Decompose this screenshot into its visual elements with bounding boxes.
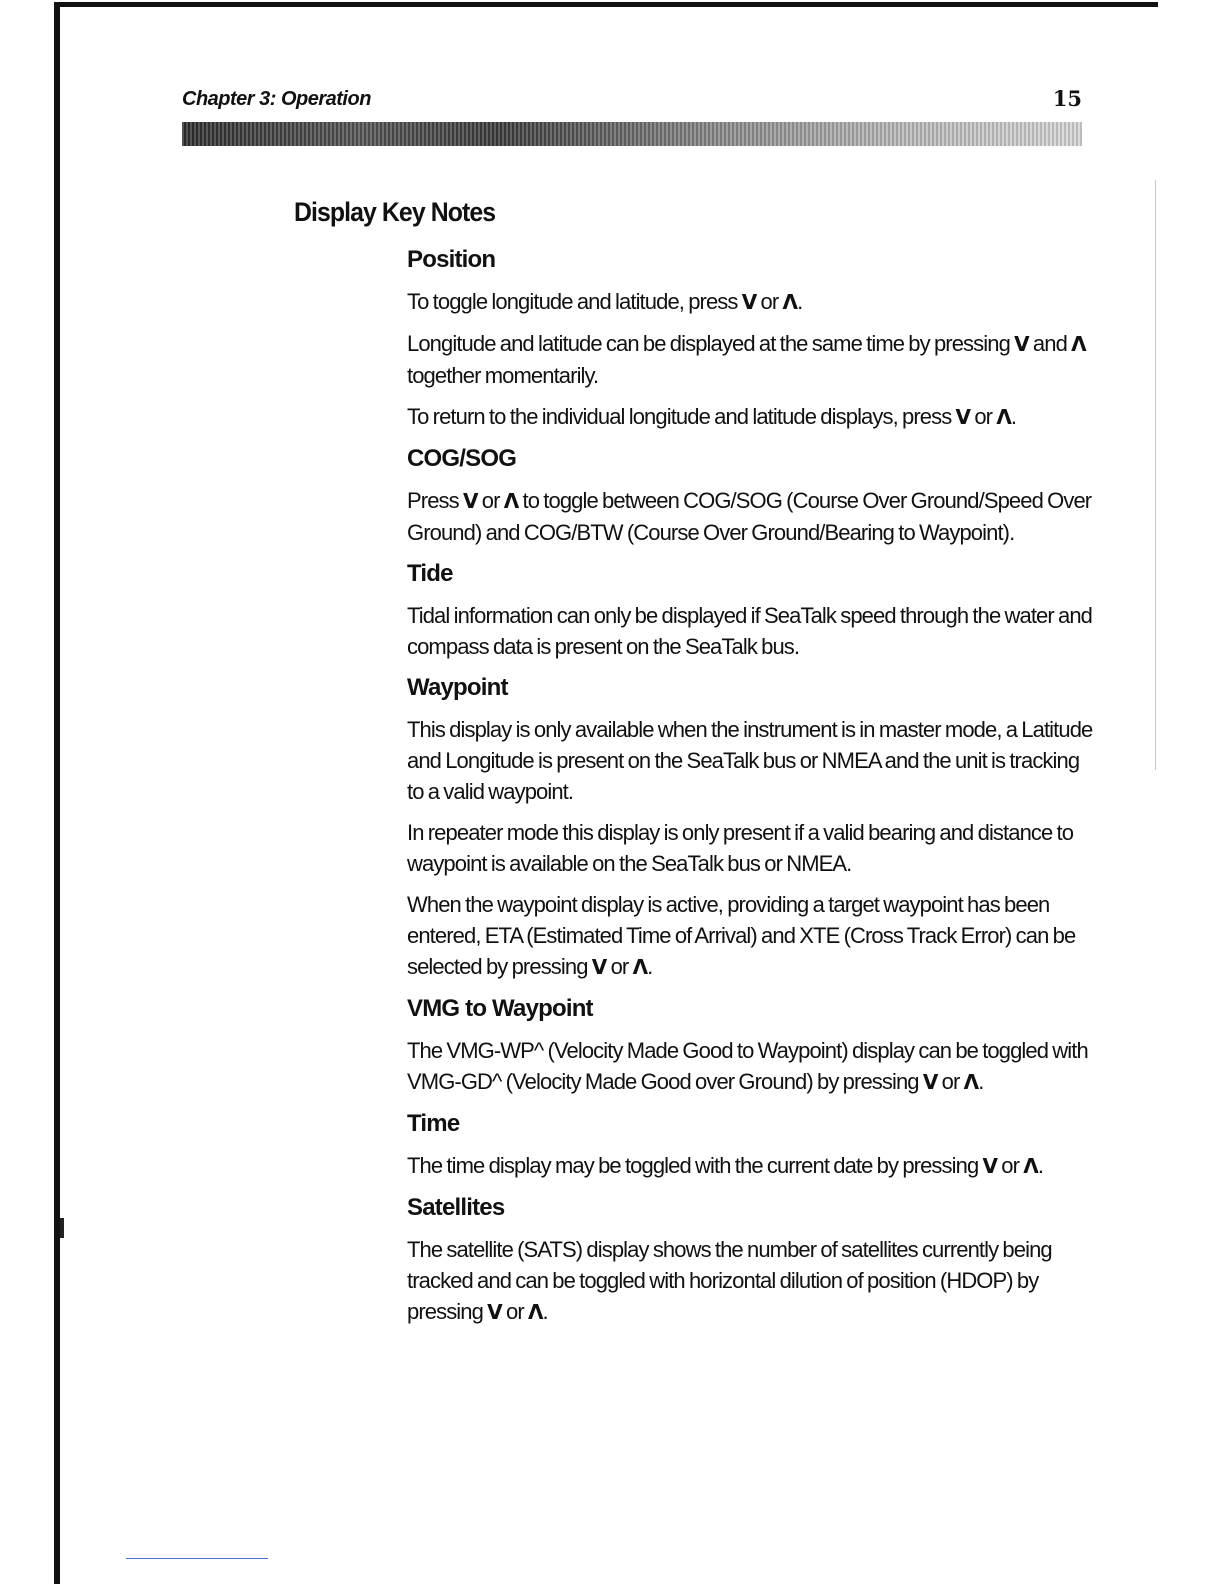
- text-run: or: [606, 954, 633, 979]
- text-run: The time display may be toggled with the current date by pressing: [407, 1153, 983, 1178]
- text-run: and: [1028, 331, 1072, 356]
- paragraph: [407, 401, 1097, 433]
- scan-mark: [60, 1218, 64, 1238]
- text-run: to toggle between COG/SOG (Course Over Ground/Speed Over Ground) and COG/BTW (Course Over Ground/Bearing to Waypoint).: [407, 488, 1092, 545]
- subheading-vmg-to-waypoint: VMG to Waypoint: [407, 995, 593, 1022]
- subheading-position: Position: [407, 246, 496, 273]
- text-run: or: [756, 289, 783, 314]
- up-key-symbol: Λ: [632, 955, 648, 979]
- paragraph: [407, 817, 1097, 879]
- text-run: This display is only available when the instrument is in master mode, a Latitude and Longitude is present on the SeaTalk bus or NMEA and the unit is tracking to a valid waypoint.: [407, 717, 1093, 804]
- subheading-waypoint: Waypoint: [407, 674, 508, 701]
- scan-blue-line: [126, 1558, 268, 1559]
- down-key-symbol: V: [922, 1070, 938, 1094]
- subheading-cog-sog: COG/SOG: [407, 445, 517, 472]
- paragraph: [407, 1035, 1097, 1098]
- text-run: To return to the individual longitude and latitude displays, press: [407, 404, 956, 429]
- text-run: .: [797, 289, 803, 314]
- text-run: .: [1037, 1153, 1044, 1178]
- text-run: .: [647, 954, 653, 979]
- up-key-symbol: Λ: [1071, 332, 1086, 356]
- paragraph: [407, 714, 1097, 807]
- header-band: [182, 122, 1082, 146]
- scan-faint-line: [1155, 180, 1156, 770]
- text-run: Tidal information can only be displayed if SeaTalk speed through the water and compass data is present on the SeaTalk bus.: [407, 603, 1093, 659]
- up-key-symbol: Λ: [1023, 1154, 1038, 1178]
- page-number: 15: [1052, 86, 1082, 111]
- text-run: or: [997, 1153, 1024, 1178]
- paragraph: [407, 1150, 1097, 1182]
- chapter-label: Chapter 3: Operation: [182, 88, 371, 110]
- text-run: .: [1010, 404, 1017, 429]
- text-run: In repeater mode this display is only present if a valid bearing and distance to waypoint is available on the SeaTalk bus or NMEA.: [407, 820, 1074, 876]
- text-run: or: [477, 488, 504, 513]
- up-key-symbol: Λ: [963, 1070, 979, 1094]
- up-key-symbol: Λ: [996, 405, 1011, 429]
- text-run: The satellite (SATS) display shows the number of satellites currently being tracked and can be toggled with horizontal dilution of position (HDOP) by pressing: [407, 1237, 1052, 1324]
- text-run: Longitude and latitude can be displayed at the same time by pressing: [407, 331, 1015, 356]
- scan-border-top: [54, 2, 1158, 7]
- scan-border-left: [54, 2, 60, 1584]
- down-key-symbol: V: [1014, 332, 1029, 356]
- text-run: or: [501, 1299, 528, 1324]
- paragraph: [407, 328, 1097, 391]
- text-run: together momentarily.: [407, 363, 599, 388]
- text-run: .: [542, 1299, 548, 1324]
- up-key-symbol: Λ: [782, 290, 798, 314]
- paragraph: [407, 1234, 1097, 1328]
- subheading-time: Time: [407, 1110, 460, 1137]
- paragraph: [407, 600, 1097, 662]
- content: [407, 244, 1097, 1338]
- paragraph: [407, 286, 1097, 318]
- up-key-symbol: Λ: [527, 1300, 543, 1324]
- subheading-satellites: Satellites: [407, 1194, 505, 1221]
- down-key-symbol: V: [487, 1300, 502, 1324]
- text-run: .: [978, 1069, 984, 1094]
- text-run: The VMG-WP^ (Velocity Made Good to Waypoint) display can be toggled with VMG-GD^ (Velocity Made Good over Ground) by pressing: [407, 1038, 1088, 1094]
- down-key-symbol: V: [591, 955, 607, 979]
- running-head: [182, 88, 1082, 114]
- up-key-symbol: Λ: [503, 489, 519, 513]
- text-run: or: [970, 404, 997, 429]
- down-key-symbol: V: [955, 405, 971, 429]
- subheading-tide: Tide: [407, 560, 453, 587]
- text-run: To toggle longitude and latitude, press: [407, 289, 742, 314]
- paragraph: [407, 485, 1097, 548]
- section-title: Display Key Notes: [294, 197, 496, 227]
- paragraph: [407, 889, 1097, 983]
- text-run: Press: [407, 488, 463, 513]
- down-key-symbol: V: [462, 489, 478, 513]
- text-run: or: [937, 1069, 964, 1094]
- down-key-symbol: V: [741, 290, 757, 314]
- text-run: When the waypoint display is active, providing a target waypoint has been entered, ETA (Estimated Time of Arrival) and XTE (Cross Track Error) can be selected by pressing: [407, 892, 1076, 979]
- down-key-symbol: V: [982, 1154, 998, 1178]
